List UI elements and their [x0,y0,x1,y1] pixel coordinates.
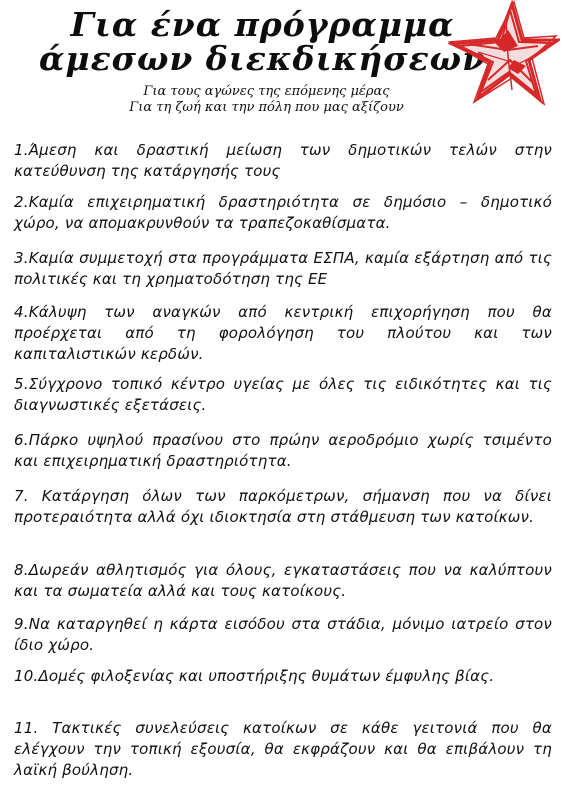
list-item: 8.Δωρεάν αθλητισμός για όλους, εγκαταστάσεις που να καλύπτουν και τα σωματεία αλλά και τους κατοίκους. [14,561,552,600]
red-star-icon [448,0,560,108]
page-title-line2: άμεσων διεκδικήσεων [39,39,486,78]
list-item: 6.Πάρκο υψηλού πρασίνου στο πρώην αεροδρόμιο χωρίς τσιμέντο και επιχειρηματική δραστηριότητα. [14,431,552,470]
list-item: 10.Δομές φιλοξενίας και υποστήριξης θυμάτων έμφυλης βίας. [14,667,495,685]
list-item: 11. Τακτικές συνελεύσεις κατοίκων σε κάθε γειτονιά που θα ελέγχουν την τοπική εξουσία, θα εκφράζουν και θα επιβάλουν τη λαϊκή βούληση. [14,719,552,779]
list-item: 3.Καμία συμμετοχή στα προγράμματα ΕΣΠΑ, καμία εξάρτηση από τις πολιτικές και τη χρηματοδότηση της ΕΕ [14,249,552,288]
list-item: 9.Να καταργηθεί η κάρτα εισόδου στα στάδια, μόνιμο ιατρείο στον ίδιο χώρο. [14,615,552,654]
list-item: 4.Κάλυψη των αναγκών από κεντρική επιχορήγηση που θα προέρχεται από τη φορολόγηση του πλούτου και των καπιταλιστικών κερδών. [14,303,552,363]
subtitle-line1: Για τους αγώνες της επόμενης μέρας [143,84,390,99]
list-item: 7. Κατάργηση όλων των παρκόμετρων, σήμανση που να δίνει προτεραιότητα αλλά όχι ιδιοκτησία στη στάθμευση των κατοίκων. [14,487,552,526]
page-title-line1: Για ένα πρόγραμμα [70,5,455,44]
list-item: 5.Σύγχρονο τοπικό κέντρο υγείας με όλες τις ειδικότητες και τις διαγνωστικές εξετάσεις. [14,375,552,414]
subtitle-line2: Για τη ζωή και την πόλη που μας αξίζουν [129,100,404,115]
list-item: 2.Καμία επιχειρηματική δραστηριότητα σε δημόσιο – δημοτικό χώρο, να απομακρυνθούν τα τραπεζοκαθίσματα. [14,193,552,232]
list-item: 1.Άμεση και δραστική μείωση των δημοτικών τελών στην κατεύθυνση της κατάργησής τους [14,141,552,180]
